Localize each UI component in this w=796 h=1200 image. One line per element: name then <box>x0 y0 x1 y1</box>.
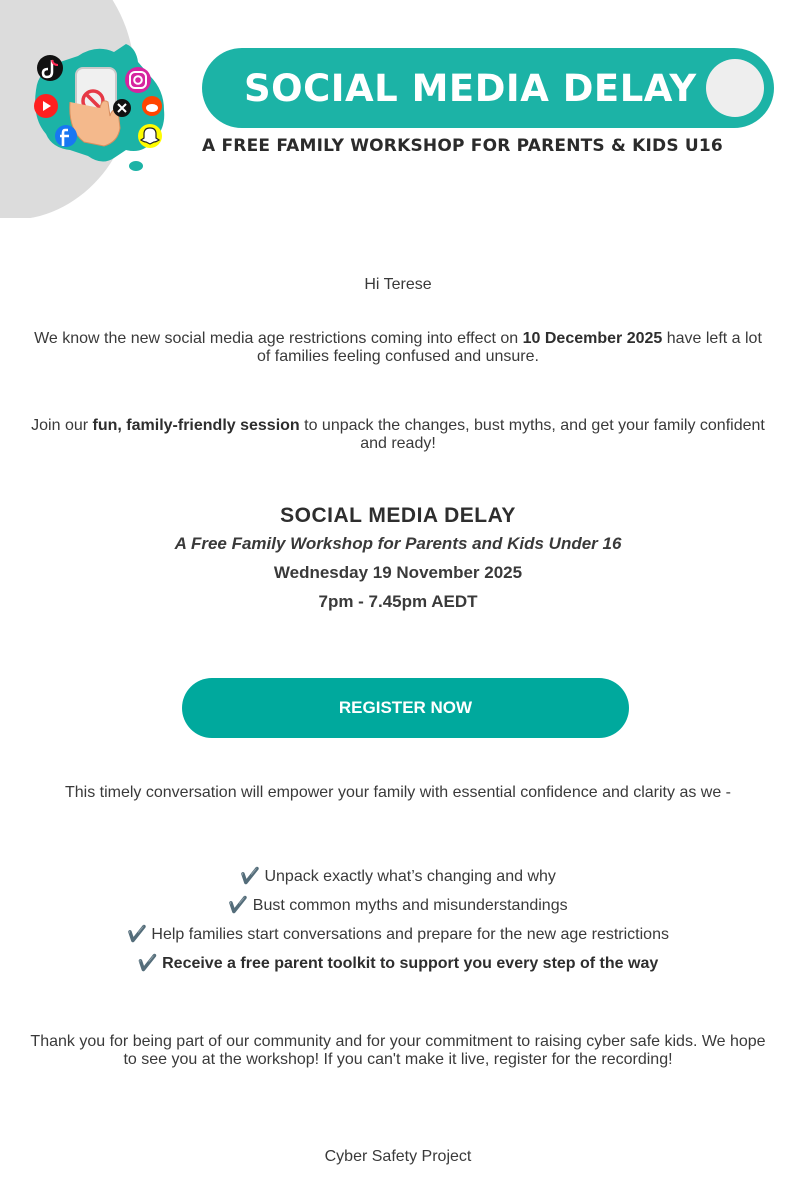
join-text-start: Join our <box>31 417 93 434</box>
toggle-knob-icon <box>706 59 764 117</box>
list-item-text: Unpack exactly what’s changing and why <box>264 868 556 885</box>
join-text-end: to unpack the changes, bust myths, and get your family confident and ready! <box>299 417 765 452</box>
list-item <box>30 920 766 949</box>
checkmark-icon: ✔️ <box>228 897 249 914</box>
no-phone-icon <box>70 68 120 146</box>
join-paragraph <box>30 417 766 453</box>
instagram-icon <box>125 67 151 93</box>
banner-subtitle: A FREE FAMILY WORKSHOP FOR PARENTS & KIDS U16 <box>202 136 723 156</box>
signoff: Cyber Safety Project <box>324 1148 472 1165</box>
facebook-icon <box>55 125 77 147</box>
social-media-logo <box>18 38 173 178</box>
list-item <box>30 891 766 920</box>
list-item-text: Help families start conversations and prepare for the new age restrictions <box>151 926 669 943</box>
intro-paragraph <box>30 330 766 366</box>
email-header <box>0 0 796 220</box>
join-bold-text: fun, family-friendly session <box>92 417 300 434</box>
event-date: Wednesday 19 November 2025 <box>273 563 523 582</box>
tiktok-icon <box>37 55 63 81</box>
thanks-paragraph: Thank you for being part of our community and for your commitment to raising cyber safe kids. We hope to see you at the workshop! If you can't make it live, register for the recording! <box>30 1033 766 1068</box>
banner-title: SOCIAL MEDIA DELAY <box>244 67 697 110</box>
checkmark-icon: ✔️ <box>240 868 261 885</box>
list-item-text: Receive a free parent toolkit to support you every step of the way <box>162 955 659 972</box>
register-now-button[interactable]: REGISTER NOW <box>182 678 629 738</box>
x-icon <box>113 99 131 117</box>
list-item <box>30 949 766 978</box>
reddit-icon <box>142 96 162 116</box>
empower-paragraph: This timely conversation will empower your family with essential confidence and clarity as we - <box>64 784 732 801</box>
intro-text-end: have left a lot of families feeling confused and unsure. <box>257 330 762 365</box>
youtube-icon <box>34 94 58 118</box>
banner-pill <box>202 48 774 128</box>
benefits-list <box>30 862 766 978</box>
intro-date: 10 December 2025 <box>522 330 663 347</box>
list-item-text: Bust common myths and misunderstandings <box>252 897 568 914</box>
checkmark-icon: ✔️ <box>137 955 158 972</box>
event-title: SOCIAL MEDIA DELAY <box>280 504 516 527</box>
list-item <box>30 862 766 891</box>
greeting: Hi Terese <box>364 276 432 293</box>
event-time: 7pm - 7.45pm AEDT <box>318 592 478 611</box>
intro-text-start: We know the new social media age restrictions coming into effect on <box>34 330 523 347</box>
snapchat-icon <box>138 124 162 148</box>
checkmark-icon: ✔️ <box>127 926 147 943</box>
event-subtitle: A Free Family Workshop for Parents and Kids Under 16 <box>174 534 622 553</box>
